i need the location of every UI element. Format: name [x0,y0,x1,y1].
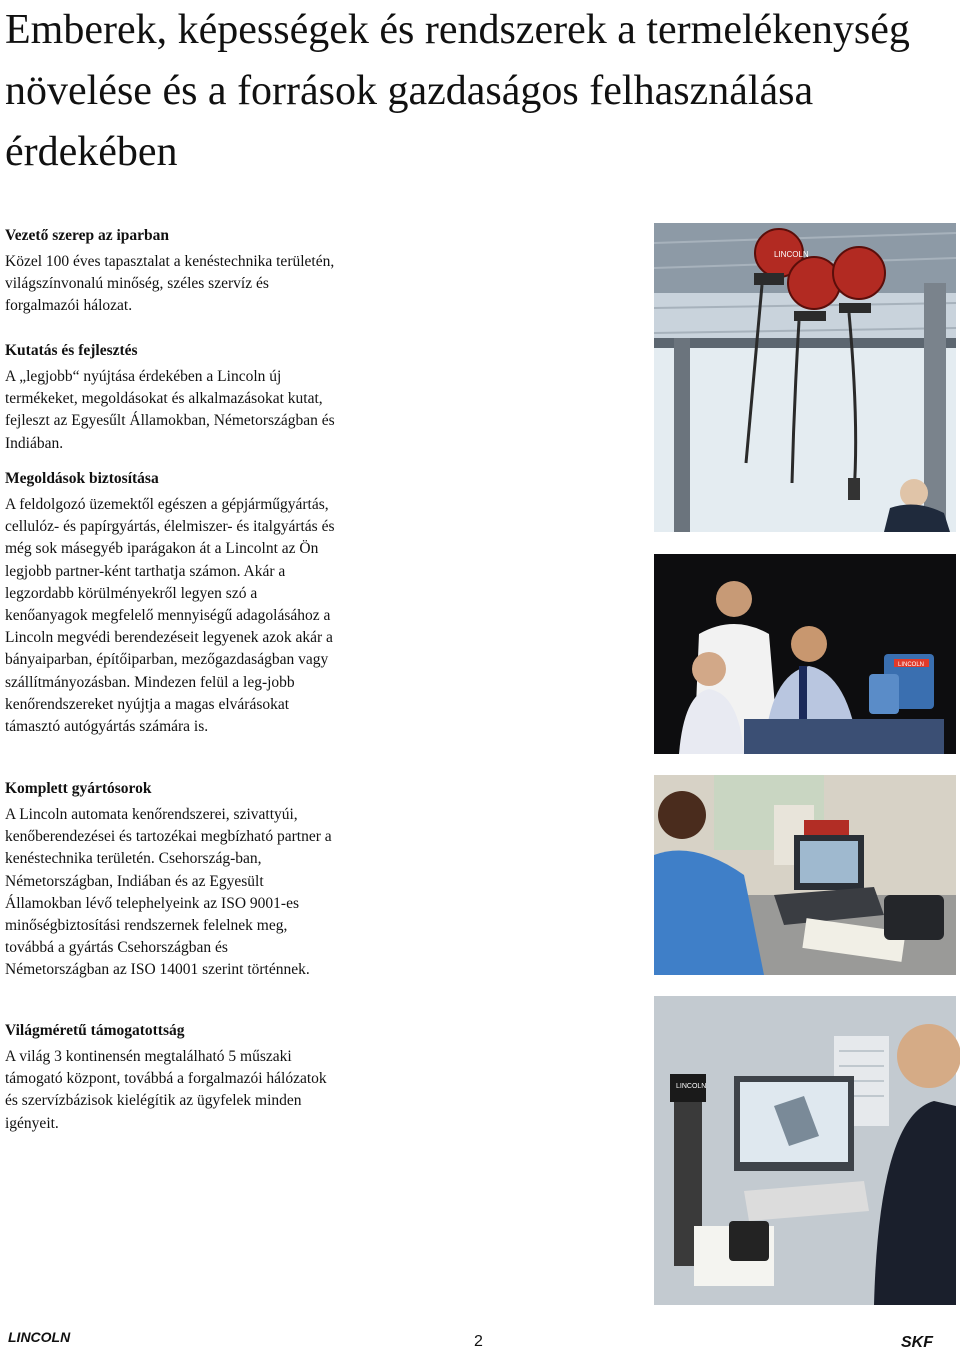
page-title: Emberek, képességek és rendszerek a termelékenység növelése és a források gazdaságos felhasználása érdekében [5,7,910,175]
lincoln-logo [7,1328,71,1351]
section-heading: Komplett gyártósorok [5,780,152,797]
section-body: Közel 100 éves tapasztalat a kenéstechnika területén, világszínvonalú minőség, széles szervíz és forgalmazói hálozat. [5,253,335,315]
section-heading: Világméretű támogatottság [5,1022,185,1039]
section-body: A Lincoln automata kenőrendszerei, szivattyúi, kenőberendezései és tartozékai megbízható partner a kenéstechnika területén. Csehország-ban, Németországban, Indiában és az Egyesült Államokban lévő telephelyeink az ISO 9001-es minőségbiztosítási rendszernek felelnek meg, továbbá a gyártás Csehországban és Németországban az ISO 14001 szerint történnek. [5,806,332,979]
section-body: A világ 3 kontinensén megtalálható 5 műszaki támogató központ, továbbá a forgalmazói hálózatok és szervízbázisok kielégítik az ügyfelek minden igényeit. [5,1048,327,1132]
photo-engineer-laptop [654,775,956,975]
section-leadership [5,225,335,318]
photo-hose-reels [654,223,956,532]
skf-logo-text: SKF [901,1334,933,1351]
reel-label: LINCOLN [774,250,809,259]
section-solutions [5,468,335,738]
section-heading: Kutatás és fejlesztés [5,342,138,359]
section-heading: Megoldások biztosítása [5,470,159,487]
skf-logo [900,1332,956,1355]
page-number: 2 [474,1333,483,1350]
lincoln-logo-text: LINCOLN [8,1329,71,1345]
section-research [5,340,335,455]
device-label: LINCOLN [676,1083,707,1090]
photo-cad-workstation [654,996,956,1305]
section-support [5,1020,335,1135]
section-body: A „legjobb“ nyújtása érdekében a Lincoln új termékeket, megoldásokat és alkalmazásokat kutat, fejleszt az Egyesűlt Államokban, Németországban és Indiában. [5,368,335,452]
section-heading: Vezető szerep az iparban [5,227,170,244]
section-production [5,778,335,982]
photo-team [654,554,956,754]
product-label: LINCOLN [898,662,925,668]
section-body: A feldolgozó üzemektől egészen a gépjárműgyártás, cellulóz- és papírgyártás, élelmiszer- és italgyártás és még sok másegyéb iparágakon át a Lincolnt az Ön legjobb partner-ként tarthatja számon. Akár a legzordabb körülményekről legyen szó a kenőanyagok megfelelő mennyiségű adagolásához a Lincoln megvédi berendezéseit legyenek azok akár a bányaiparban, építőiparban, mezőgazdaságban vagy szállítmányozásban. Mindezen felül a leg-jobb kenőrendszereket nyújtja a magas elvárásokat támasztó autógyártás számára is. [5,496,335,736]
